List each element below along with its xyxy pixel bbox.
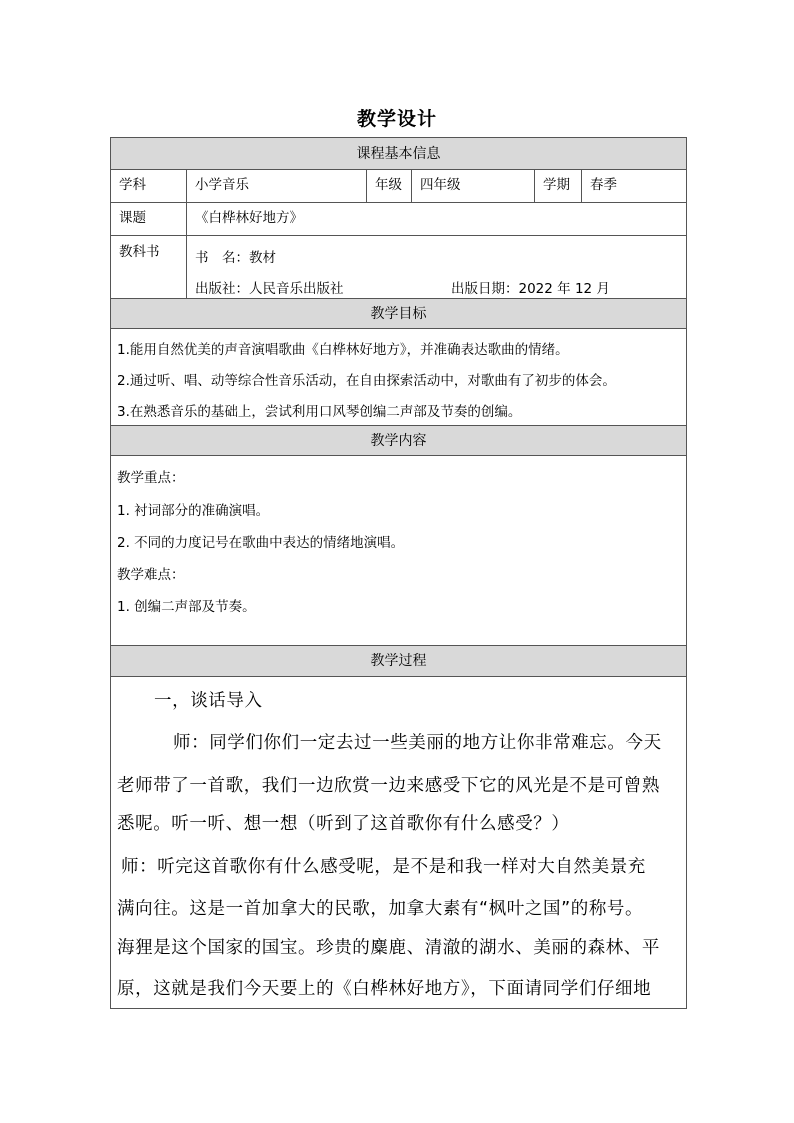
key-points-label: 教学重点： (117, 470, 185, 486)
subject-value: 小学音乐 (187, 170, 367, 202)
term-label: 学期 (535, 170, 582, 202)
page-title: 教学设计 (356, 108, 437, 130)
term-value: 春季 (590, 177, 617, 193)
difficulty-label: 教学难点： (117, 567, 185, 583)
difficulty-item: 1. 创编二声部及节奏。 (117, 599, 256, 615)
process-line: 悉呢。听一听、想一想（听到了这首歌你有什么感受？） (117, 814, 570, 834)
textbook-label: 教科书 (111, 236, 187, 298)
section-header-objectives: 教学目标 (111, 299, 686, 329)
subject-label: 学科 (111, 170, 187, 202)
info-row-lesson (111, 203, 686, 236)
process-block (111, 677, 686, 1008)
objectives-block (111, 329, 686, 426)
info-row-textbook (111, 236, 686, 299)
lesson-plan-table (110, 137, 687, 1009)
objective-item: 2.通过听、唱、动等综合性音乐活动，在自由探索活动中，对歌曲有了初步的体会。 (117, 373, 616, 389)
process-line: 海狸是这个国家的国宝。珍贵的麋鹿、清澈的湖水、美丽的森林、平 (117, 938, 660, 958)
process-line: 原，这就是我们今天要上的《白桦林好地方》，下面请同学们仔细地 (117, 979, 652, 999)
section-header-content: 教学内容 (111, 426, 686, 456)
content-block (111, 456, 686, 646)
grade-label: 年级 (367, 170, 412, 202)
section-header-process: 教学过程 (111, 646, 686, 677)
section-header-basic-info: 课程基本信息 (111, 138, 686, 170)
publication-date: 出版日期：2022 年 12 月 (451, 281, 610, 297)
process-line: 满向往。这是一首加拿大的民歌，加拿大素有“枫叶之国”的称号。 (117, 899, 644, 919)
publisher: 出版社：人民音乐出版社 (195, 281, 344, 297)
objective-item: 3.在熟悉音乐的基础上，尝试利用口风琴创编二声部及节奏的创编。 (117, 404, 522, 420)
book-name: 书 名：教材 (195, 250, 276, 266)
lesson-label: 课题 (111, 203, 187, 235)
process-heading: 一，谈话导入 (154, 691, 263, 711)
objective-item: 1.能用自然优美的声音演唱歌曲《白桦林好地方》，并准确表达歌曲的情绪。 (117, 342, 569, 358)
process-line: 老师带了一首歌，我们一边欣赏一边来感受下它的风光是不是可曾熟 (117, 776, 660, 796)
grade-value: 四年级 (412, 170, 535, 202)
process-line: 师：听完这首歌你有什么感受呢，是不是和我一样对大自然美景充 (121, 857, 646, 877)
key-point-item: 1. 衬词部分的准确演唱。 (117, 503, 270, 519)
process-line: 师：同学们你们一定去过一些美丽的地方让你非常难忘。今天 (173, 733, 662, 753)
key-point-item: 2. 不同的力度记号在歌曲中表达的情绪地演唱。 (117, 535, 405, 551)
lesson-value: 《白桦林好地方》 (195, 210, 303, 226)
textbook-details (187, 236, 686, 298)
info-row-subject (111, 170, 686, 203)
